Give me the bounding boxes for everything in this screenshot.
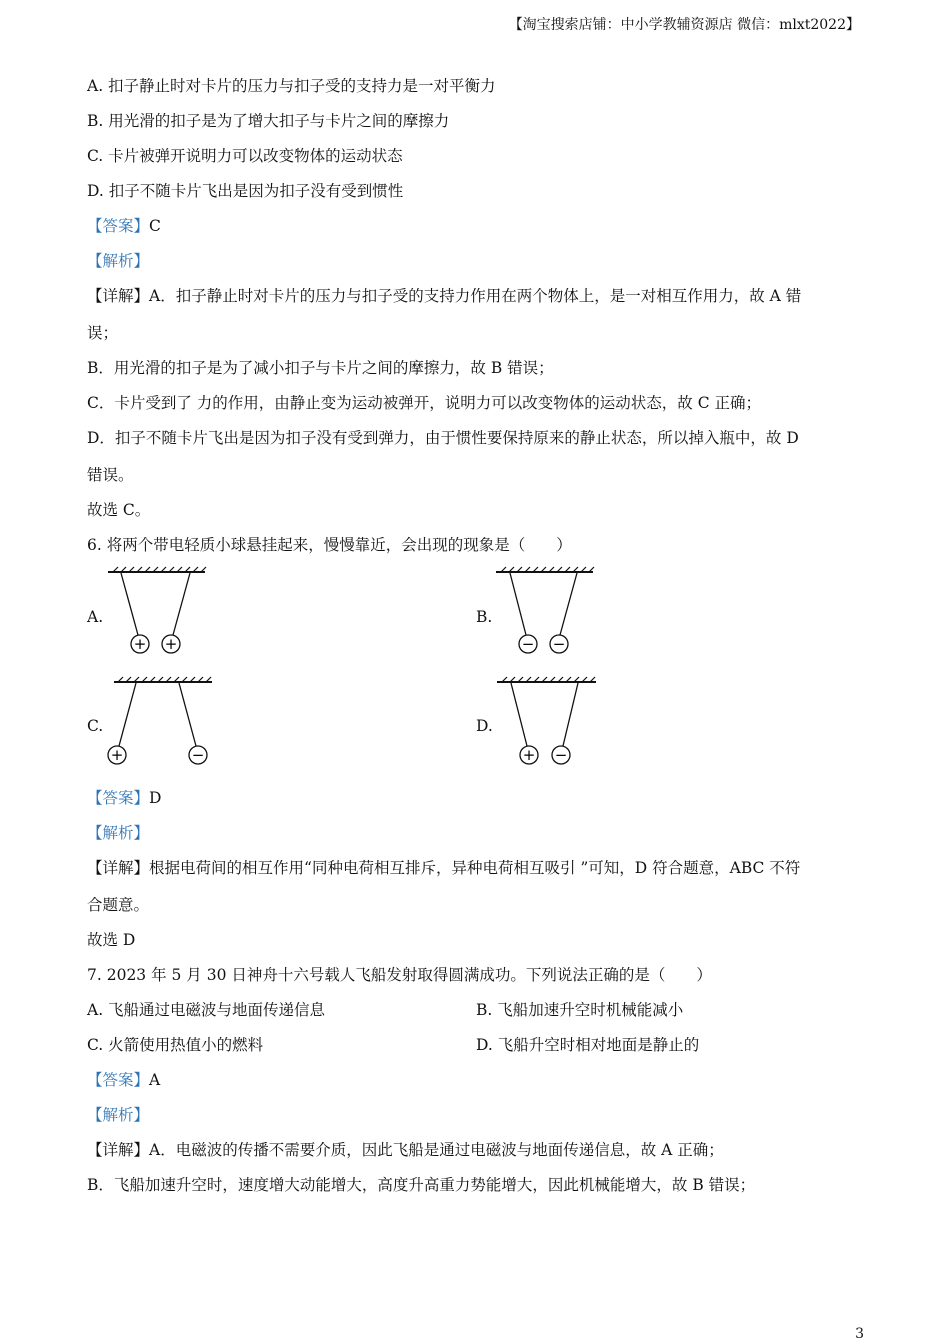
q6-diagram-d [494,674,604,768]
q6-option-label-b: B. [476,608,493,626]
q6-diagram-c [102,674,222,768]
minus-charge: − [191,746,205,764]
answer-value: D [149,789,162,807]
q7-option-c: C. 火箭使用热值小的燃料 [87,1036,264,1054]
q6-stem: 6. 将两个带电轻质小球悬挂起来，慢慢靠近，会出现的现象是（ ） [87,536,572,554]
q7-option-a: A. 飞船通过电磁波与地面传递信息 [87,1001,326,1019]
q6-diagram-a [105,564,215,656]
q7-analysis-tag: 【解析】 [87,1106,150,1124]
q5-option-d: D. 扣子不随卡片飞出是因为扣子没有受到惯性 [87,182,404,200]
detail-tag: 【详解】 [87,287,150,305]
q6-detail-line: 合题意。 [87,896,150,914]
page-header: 【淘宝搜索店铺：中小学教辅资源店 微信：mlxt2022】 [508,17,860,33]
q7-option-b: B. 飞船加速升空时机械能减小 [476,1001,684,1019]
q6-option-label-d: D. [476,717,493,735]
plus-charge: + [110,746,124,764]
q5-option-a: A. 扣子静止时对卡片的压力与扣子受的支持力是一对平衡力 [87,77,496,95]
answer-tag: 【答案】 [87,789,150,807]
answer-value: C [149,217,161,235]
q7-detail-line [87,1140,724,1160]
q5-option-b: B. 用光滑的扣子是为了增大扣子与卡片之间的摩擦力 [87,112,450,130]
q6-option-label-a: A. [87,608,104,626]
plus-charge: + [164,635,178,653]
q5-analysis-tag: 【解析】 [87,252,150,270]
q6-answer [87,788,161,808]
minus-charge: − [552,635,566,653]
detail-text: A．扣子静止时对卡片的压力与扣子受的支持力作用在两个物体上，是一对相互作用力，故 A 错 [149,287,802,305]
q7-detail-line: B．飞船加速升空时，速度增大动能增大，高度升高重力势能增大，因此机械能增大，故 B 错误； [87,1176,756,1194]
minus-charge: − [521,635,535,653]
q5-option-c: C. 卡片被弹开说明力可以改变物体的运动状态 [87,147,403,165]
detail-tag: 【详解】 [87,859,150,877]
q6-detail-line [87,858,800,878]
q7-option-d: D. 飞船升空时相对地面是静止的 [476,1036,700,1054]
answer-value: A [149,1071,161,1089]
detail-text: A．电磁波的传播不需要介质，因此飞船是通过电磁波与地面传递信息，故 A 正确； [149,1141,724,1159]
q5-detail-line: C．卡片受到了 力的作用，由静止变为运动被弹开，说明力可以改变物体的运动状态，故 C 正确； [87,394,762,412]
q6-analysis-tag: 【解析】 [87,824,150,842]
q5-detail-line [87,286,801,306]
q5-detail-line: 错误。 [87,466,134,484]
q6-conclusion: 故选 D [87,931,136,949]
plus-charge: + [522,746,536,764]
q6-option-label-c: C. [87,717,104,735]
answer-tag: 【答案】 [87,217,150,235]
q5-conclusion: 故选 C。 [87,501,151,519]
q5-detail-line: B．用光滑的扣子是为了减小扣子与卡片之间的摩擦力，故 B 错误； [87,359,554,377]
plus-charge: + [133,635,147,653]
q6-diagram-b [493,564,603,656]
q5-answer [87,216,161,236]
page-number: 3 [855,1326,864,1342]
detail-tag: 【详解】 [87,1141,150,1159]
minus-charge: − [554,746,568,764]
q5-detail-line: D．扣子不随卡片飞出是因为扣子没有受到弹力，由于惯性要保持原来的静止状态，所以掉入瓶中，故 D [87,429,799,447]
q5-detail-line: 误； [87,324,119,342]
answer-tag: 【答案】 [87,1071,150,1089]
q7-answer [87,1070,160,1090]
q7-stem: 7. 2023 年 5 月 30 日神舟十六号载人飞船发射取得圆满成功。下列说法正确的是（ ） [87,966,712,984]
detail-text: 根据电荷间的相互作用“同种电荷相互排斥，异种电荷相互吸引 ”可知，D 符合题意，ABC 不符 [149,859,801,877]
